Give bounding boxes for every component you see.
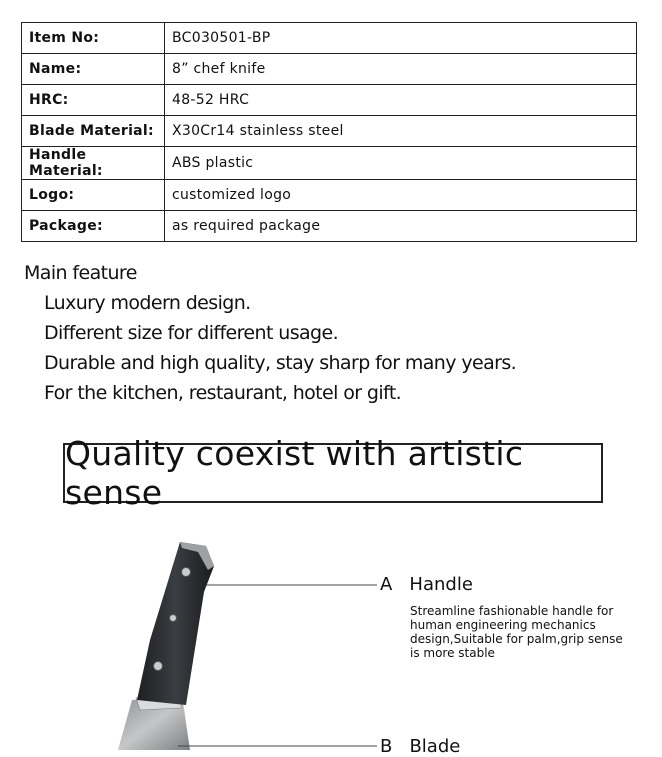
rivet-1	[182, 568, 191, 577]
callout-letter: A	[380, 574, 393, 595]
feature-item: For the kitchen, restaurant, hotel or gift.	[44, 382, 402, 404]
rivet-2	[170, 615, 177, 622]
spec-value: as required package	[165, 211, 637, 242]
main-features	[24, 262, 516, 412]
rivet-3	[154, 662, 163, 671]
spec-label: Name:	[22, 54, 165, 85]
spec-value: ABS plastic	[165, 147, 637, 180]
handle-shape	[137, 542, 214, 705]
spec-label: HRC:	[22, 85, 165, 116]
spec-value: customized logo	[165, 180, 637, 211]
features-title: Main feature	[24, 262, 137, 284]
callout-handle	[380, 574, 473, 595]
table-row	[22, 147, 637, 180]
table-row	[22, 23, 637, 54]
spec-value: 48-52 HRC	[165, 85, 637, 116]
callout-blade	[380, 736, 460, 757]
spec-label: Item No:	[22, 23, 165, 54]
handle-description: Streamline fashionable handle for human engineering mechanics design,Suitable for palm,grip sense is more stable	[410, 604, 623, 660]
feature-item: Different size for different usage.	[44, 322, 339, 344]
table-row	[22, 211, 637, 242]
table-row	[22, 180, 637, 211]
quality-banner	[63, 434, 603, 512]
spec-value: X30Cr14 stainless steel	[165, 116, 637, 147]
callout-letter: B	[380, 736, 393, 757]
callout-title: Handle	[409, 574, 473, 595]
feature-item: Luxury modern design.	[44, 292, 251, 314]
spec-label: Package:	[22, 211, 165, 242]
features-list	[24, 292, 516, 412]
table-row	[22, 116, 637, 147]
banner-text: Quality coexist with artistic sense	[65, 434, 524, 512]
spec-value: 8” chef knife	[165, 54, 637, 85]
table-row	[22, 54, 637, 85]
callout-title: Blade	[409, 736, 461, 757]
spec-label: Blade Material:	[22, 116, 165, 147]
spec-table	[21, 22, 637, 242]
feature-item: Durable and high quality, stay sharp for many years.	[44, 352, 517, 374]
spec-label: Handle Material:	[22, 147, 165, 180]
spec-label: Logo:	[22, 180, 165, 211]
spec-value: BC030501-BP	[165, 23, 637, 54]
table-row	[22, 85, 637, 116]
